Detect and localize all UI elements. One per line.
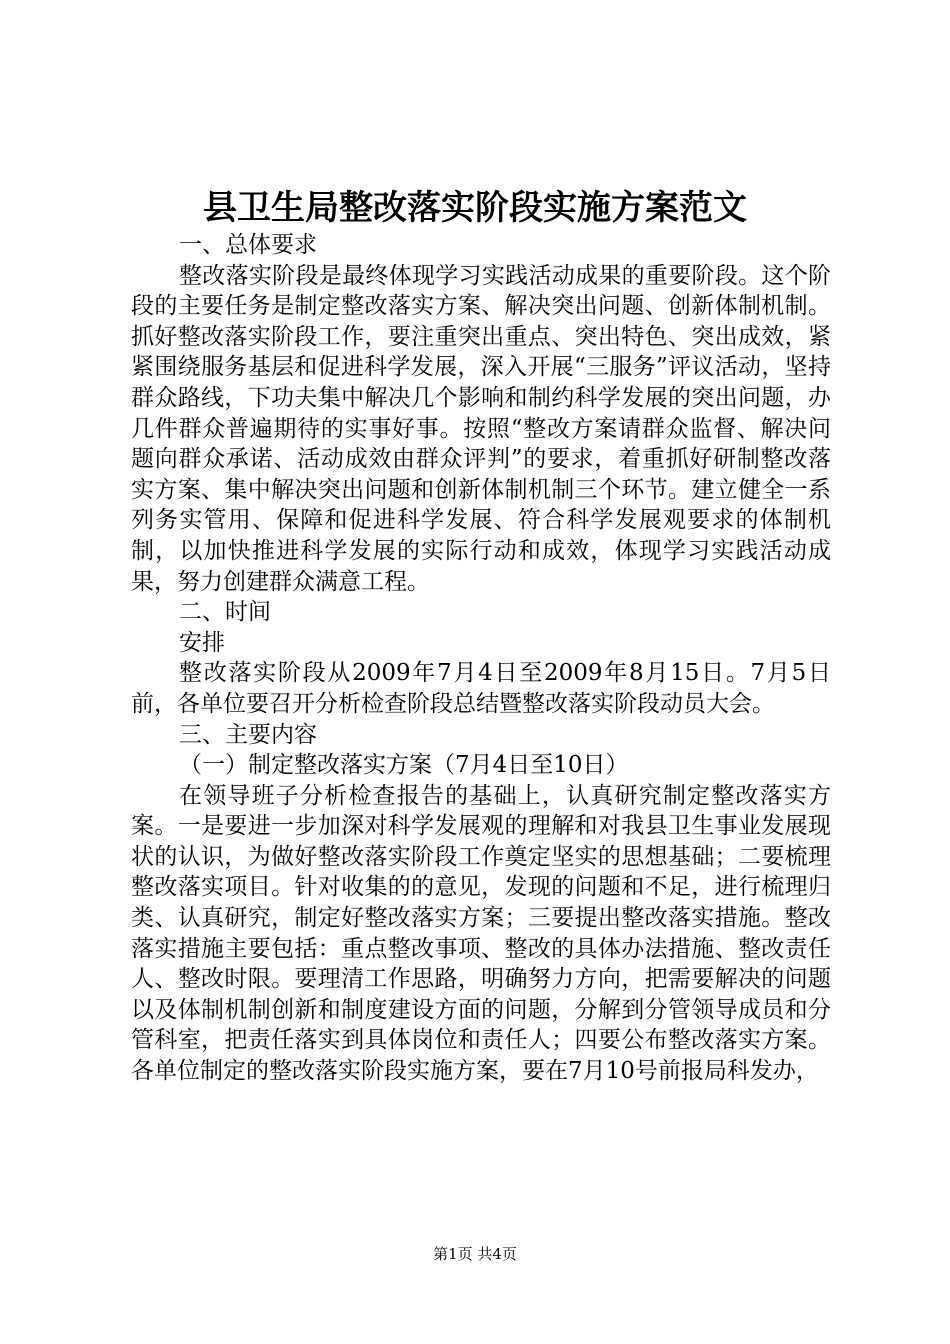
- subsection-heading-plan: （一）制定整改落实方案（7月4日至10日）: [179, 752, 629, 779]
- paragraph-plan-details: 在领导班子分析检查报告的基础上，认真研究制定整改落实方案。一是要进一步加深对科学发展观的理解和对我县卫生事业发展现状的认识，为做好整改落实阶段工作奠定坚实的思想基础；二要梳理整改落实项目。针对收集的的意见，发现的问题和不足，进行梳理归类、认真研究，制定好整改落实方案；三要提出整改落实措施。整改落实措施主要包括：重点整改事项、整改的具体办法措施、整改责任人、整改时限。要理清工作思路，明确努力方向，把需要解决的问题以及体制机制创新和制度建设方面的问题，分解到分管领导成员和分管科室，把责任落实到具体岗位和责任人；四要公布整改落实方案。各单位制定的整改落实阶段实施方案，要在7月10号前报局科发办，: [131, 782, 831, 1085]
- section-heading-time: 二、时间: [179, 599, 271, 626]
- section-heading-main-content: 三、主要内容: [179, 721, 317, 748]
- paragraph-schedule: 整改落实阶段从2009年7月4日至2009年8月15日。7月5日前，各单位要召开分析检查阶段总结暨整改落实阶段动员大会。: [131, 660, 831, 717]
- document-title: 县卫生局整改落实阶段实施方案范文: [203, 188, 747, 228]
- document-body: [131, 230, 831, 1087]
- section-heading-general-requirements: 一、总体要求: [179, 232, 317, 258]
- paragraph-overview: 整改落实阶段是最终体现学习实践活动成果的重要阶段。这个阶段的主要任务是制定整改落实方案、解决突出问题、创新体制机制。抓好整改落实阶段工作，要注重突出重点、突出特色、突出成效，紧紧围绕服务基层和促进科学发展，深入开展“三服务”评议活动，坚持群众路线，下功夫集中解决几个影响和制约科学发展的突出问题，办几件群众普遍期待的实事好事。按照“整改方案请群众监督、解决问题向群众承诺、活动成效由群众评判”的要求，着重抓好研制整改落实方案、集中解决突出问题和创新体制机制三个环节。建立健全一系列务实管用、保障和促进科学发展、符合科学发展观要求的体制机制，以加快推进科学发展的实际行动和成效，体现学习实践活动成果，努力创建群众满意工程。: [131, 262, 831, 595]
- section-heading-arrangement: 安排: [179, 629, 225, 656]
- page-number-footer: 第1页 共4页: [433, 1245, 517, 1263]
